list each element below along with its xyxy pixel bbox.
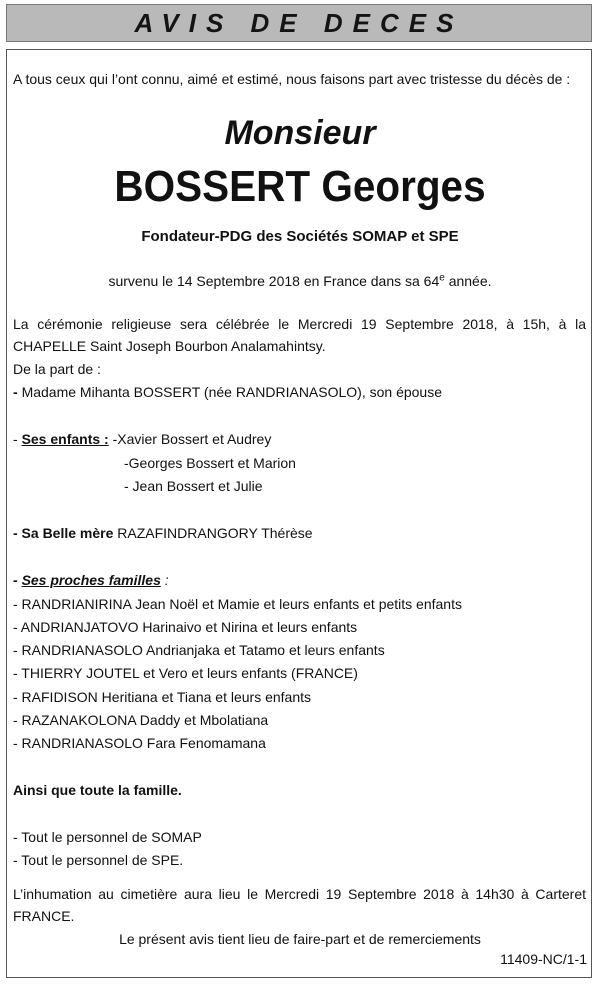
notice-text: Le présent avis tient lieu de faire-part et de remerciements xyxy=(119,931,481,947)
family-closing: Ainsi que toute la famille. xyxy=(13,782,182,798)
families-dash: - xyxy=(13,572,22,588)
burial-line-1: L’inhumation au cimetière aura lieu le Mercredi 19 Septembre 2018 à 14h30 à Carteret xyxy=(13,886,586,902)
death-text-end: année. xyxy=(444,273,492,289)
burial-line-2: FRANCE. xyxy=(13,908,75,924)
family-item: - RANDRIANASOLO Fara Fenomamana xyxy=(13,735,266,751)
reference-code: 11409-NC/1-1 xyxy=(500,951,587,967)
families-heading xyxy=(13,572,169,589)
mother-in-law-name: RAZAFINDRANGORY Thérèse xyxy=(113,525,313,541)
notice-header xyxy=(6,4,592,42)
families-colon: : xyxy=(160,572,169,588)
spouse-text: Madame Mihanta BOSSERT (née RANDRIANASOLO), son épouse xyxy=(21,384,443,400)
children-dash: - xyxy=(13,431,22,447)
spouse-dash: - xyxy=(13,384,22,400)
deceased-name: BOSSERT Georges xyxy=(114,162,486,211)
children-label: Ses enfants : xyxy=(21,431,109,447)
ceremony-line-2: CHAPELLE Saint Joseph Bourbon Analamahintsy. xyxy=(13,338,326,354)
death-sup: e xyxy=(439,272,445,284)
family-item: - RAFIDISON Heritiana et Tiana et leurs enfants xyxy=(13,689,312,705)
mother-in-law-label: - Sa Belle mère xyxy=(13,525,114,541)
death-date-line xyxy=(0,273,600,290)
staff-item: - Tout le personnel de SPE. xyxy=(13,852,184,868)
child-item: -Georges Bossert et Marion xyxy=(124,455,296,471)
from-label: De la part de : xyxy=(13,361,101,377)
spouse-line xyxy=(13,384,442,401)
mother-in-law-line xyxy=(13,525,313,542)
child-item: -Xavier Bossert et Audrey xyxy=(108,431,272,447)
staff-item: - Tout le personnel de SOMAP xyxy=(13,829,202,845)
deceased-role: Fondateur-PDG des Sociétés SOMAP et SPE xyxy=(141,228,459,245)
ceremony-line-1: La cérémonie religieuse sera célébrée le Mercredi 19 Septembre 2018, à 15h, à la xyxy=(13,316,586,332)
family-item: - ANDRIANJATOVO Harinaivo et Nirina et leurs enfants xyxy=(13,619,358,635)
families-label: Ses proches familles xyxy=(21,572,161,588)
family-item: - RANDRIANIRINA Jean Noël et Mamie et leurs enfants et petits enfants xyxy=(13,596,462,612)
family-item: - RANDRIANASOLO Andrianjaka et Tatamo et leurs enfants xyxy=(13,642,385,658)
family-item: - RAZANAKOLONA Daddy et Mbolatiana xyxy=(13,712,269,728)
deceased-title: Monsieur xyxy=(224,114,376,152)
intro-text: A tous ceux qui l’ont connu, aimé et estimé, nous faisons part avec tristesse du décès de : xyxy=(13,71,571,87)
death-text: survenu le 14 Septembre 2018 en France dans sa 64 xyxy=(108,273,440,289)
children-line xyxy=(13,431,271,448)
child-item: - Jean Bossert et Julie xyxy=(124,478,263,494)
header-title: AVIS DE DECES xyxy=(134,7,464,38)
family-item: - THIERRY JOUTEL et Vero et leurs enfants (FRANCE) xyxy=(13,665,358,681)
